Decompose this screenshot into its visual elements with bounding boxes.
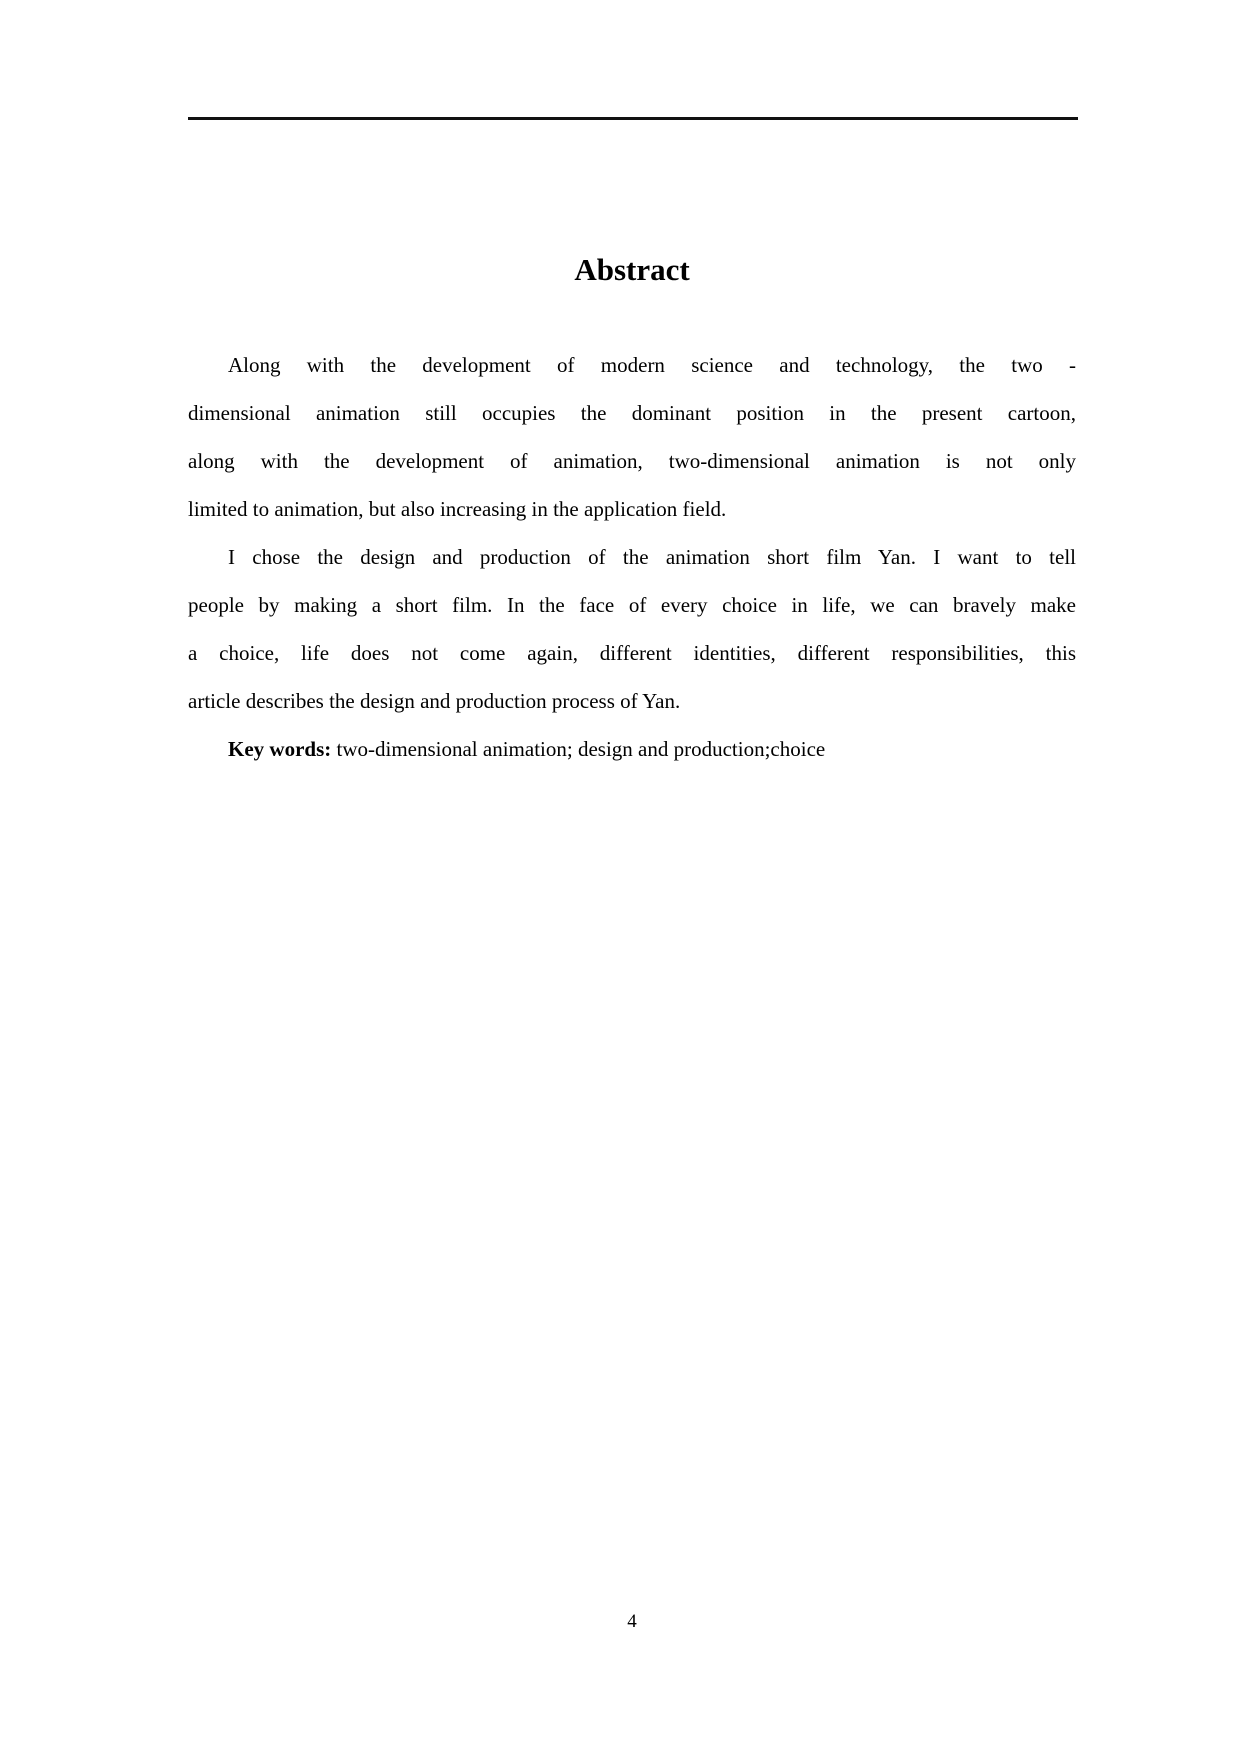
- keywords-line: [188, 725, 1076, 773]
- keywords-label: Key words:: [228, 737, 332, 761]
- paragraph-2-line-2: people by making a short film. In the face of every choice in life, we can bravely make: [188, 593, 1076, 617]
- abstract-body: [188, 341, 1076, 773]
- paragraph-2-line-3: a choice, life does not come again, different identities, different responsibilities, this: [188, 641, 1076, 665]
- header-divider-rule: [188, 117, 1078, 120]
- abstract-title: Abstract: [574, 252, 690, 287]
- paragraph-2-line-1: I chose the design and production of the animation short film Yan. I want to tell: [228, 545, 1076, 569]
- paragraph-1-line-1: Along with the development of modern science and technology, the two -: [228, 353, 1076, 377]
- page-number: 4: [627, 1611, 637, 1632]
- paragraph-1-line-4: limited to animation, but also increasing in the application field.: [188, 497, 727, 521]
- paragraph-2-line-4: article describes the design and production process of Yan.: [188, 689, 681, 713]
- paragraph-1-line-3: along with the development of animation, two-dimensional animation is not only: [188, 449, 1076, 473]
- paragraph-1-line-2: dimensional animation still occupies the dominant position in the present cartoon,: [188, 401, 1076, 425]
- page-footer: [188, 1608, 1076, 1636]
- keywords-text: two-dimensional animation; design and production;choice: [331, 737, 826, 761]
